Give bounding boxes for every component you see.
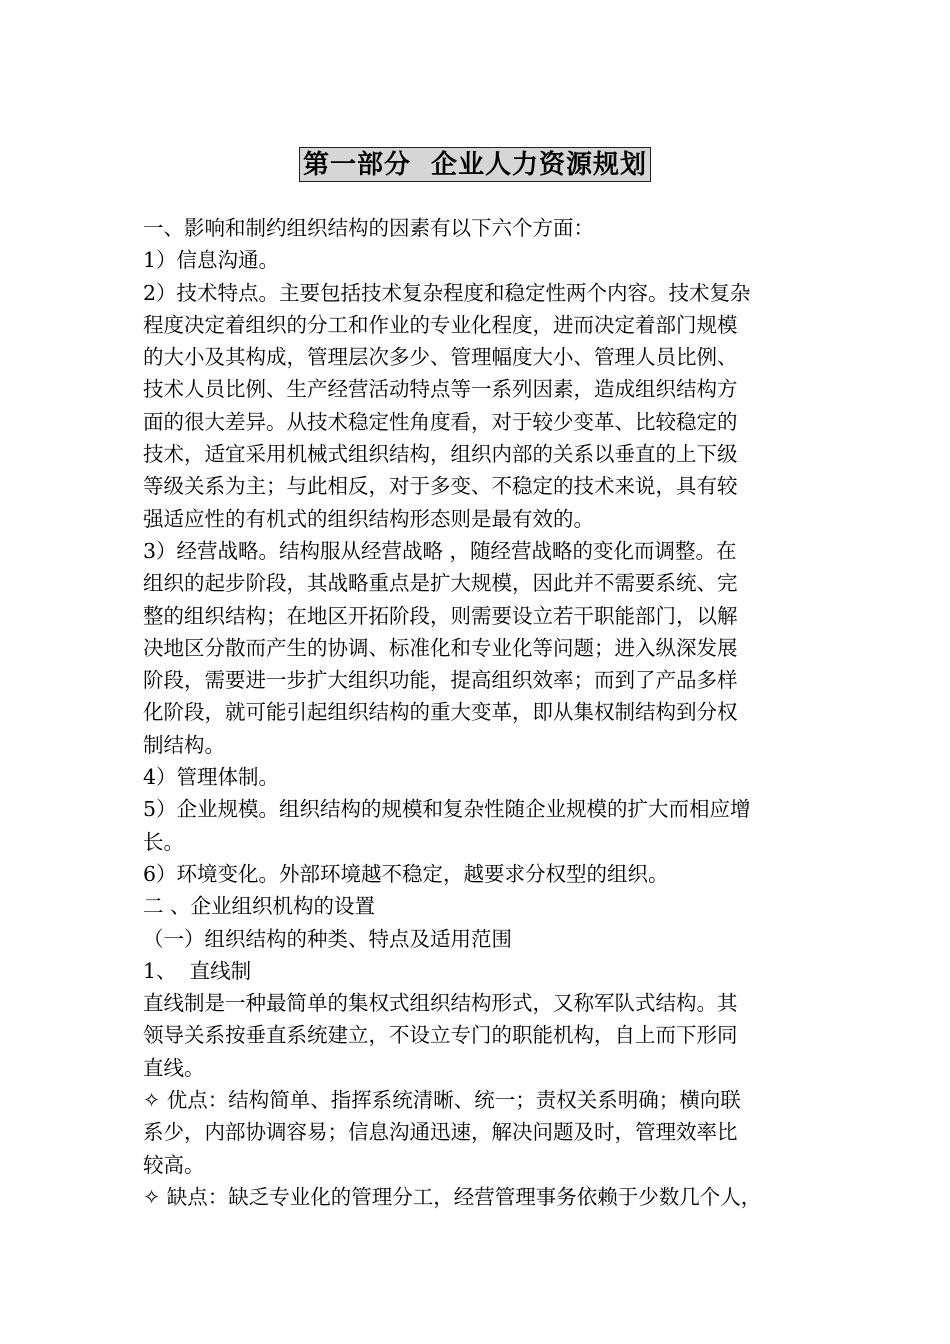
body-line: 直线。 [143, 1055, 205, 1080]
body-line: 1）信息沟通。 [143, 248, 280, 273]
body-line: 技术人员比例、生产经营活动特点等一系列因素，造成组织结构方 [143, 377, 738, 402]
body-line: 2）技术特点。主要包括技术复杂程度和稳定性两个内容。技术复杂 [143, 280, 751, 305]
body-line: （一）组织结构的种类、特点及适用范围 [143, 926, 512, 951]
document-title: 第一部分 企业人力资源规划 [299, 147, 651, 182]
body-line: 技术，适宜采用机械式组织结构，组织内部的关系以垂直的上下级 [143, 442, 738, 467]
body-line: 制结构。 [143, 732, 225, 757]
body-line: 长。 [143, 829, 184, 854]
document-body [143, 212, 807, 1213]
body-line: ✧ 优点：结构简单、指挥系统清晰、统一；责权关系明确；横向联 [143, 1088, 741, 1113]
title-container [0, 147, 950, 182]
body-line: ✧ 缺点：缺乏专业化的管理分工，经营管理事务依赖于少数几个人， [143, 1184, 762, 1209]
body-line: 5）企业规模。组织结构的规模和复杂性随企业规模的扩大而相应增 [143, 797, 751, 822]
body-line: 领导关系按垂直系统建立，不设立专门的职能机构，自上而下形同 [143, 1023, 738, 1048]
body-line: 组织的起步阶段，其战略重点是扩大规模，因此并不需要系统、完 [143, 571, 738, 596]
body-line: 的大小及其构成，管理层次多少、管理幅度大小、管理人员比例、 [143, 345, 738, 370]
body-line: 面的很大差异。从技术稳定性角度看，对于较少变革、比较稳定的 [143, 409, 738, 434]
body-line: 整的组织结构；在地区开拓阶段，则需要设立若干职能部门，以解 [143, 603, 738, 628]
body-line: 二 、企业组织机构的设置 [143, 894, 376, 919]
body-line: 强适应性的有机式的组织结构形态则是最有效的。 [143, 506, 594, 531]
body-line: 化阶段，就可能引起组织结构的重大变革，即从集权制结构到分权 [143, 700, 738, 725]
body-line: 系少，内部协调容易；信息沟通迅速，解决问题及时，管理效率比 [143, 1120, 738, 1145]
body-line: 直线制是一种最简单的集权式组织结构形式，又称军队式结构。其 [143, 991, 738, 1016]
body-line: 较高。 [143, 1152, 205, 1177]
body-line: 程度决定着组织的分工和作业的专业化程度，进而决定着部门规模 [143, 312, 738, 337]
body-line: 1、 直线制 [143, 958, 252, 983]
body-line: 一、影响和制约组织结构的因素有以下六个方面： [143, 216, 594, 240]
body-line: 等级关系为主；与此相反，对于多变、不稳定的技术来说，具有较 [143, 474, 738, 499]
body-line: 阶段，需要进一步扩大组织功能，提高组织效率；而到了产品多样 [143, 668, 738, 693]
body-line: 3）经营战略。结构服从经营战略 ，随经营战略的变化而调整。在 [143, 538, 737, 563]
body-line: 6）环境变化。外部环境越不稳定，越要求分权型的组织。 [143, 861, 669, 886]
body-line: 4）管理体制。 [143, 765, 280, 790]
body-line: 决地区分散而产生的协调、标准化和专业化等问题；进入纵深发展 [143, 635, 738, 660]
